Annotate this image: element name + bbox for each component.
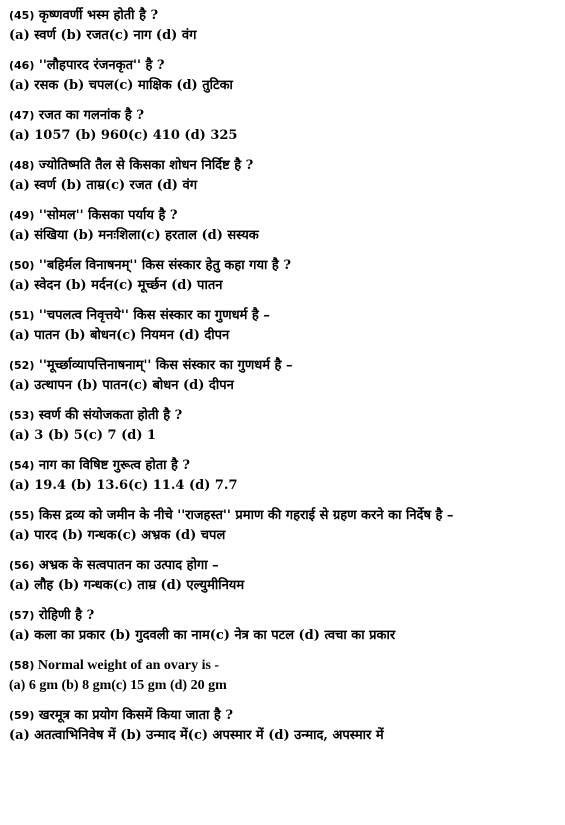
question-text bbox=[9, 656, 565, 676]
question-text bbox=[9, 6, 565, 26]
question-number: (52) bbox=[9, 359, 35, 372]
question-prompt: ''लौहपारद रंजनकृत'' है ? bbox=[38, 58, 165, 73]
question-number: (48) bbox=[9, 159, 35, 172]
question-prompt: ''चपलत्व निवृत्तये'' किस संस्कार का गुणधर्म है – bbox=[38, 308, 270, 323]
question-prompt: Normal weight of an ovary is - bbox=[37, 658, 220, 673]
question-prompt: अभ्रक के सत्वपातन का उत्पाद होगा – bbox=[38, 558, 219, 573]
question-number: (46) bbox=[9, 59, 35, 72]
answer-options: (a) 6 gm (b) 8 gm(c) 15 gm (d) 20 gm bbox=[9, 678, 227, 693]
question-number: (47) bbox=[9, 109, 35, 122]
answer-options: (a) लौह (b) गन्धक(c) ताम्र (d) एल्युमीनियम bbox=[9, 578, 245, 593]
question-54 bbox=[9, 456, 565, 496]
answer-options: (a) स्वर्ण (b) ताम्र(c) रजत (d) वंग bbox=[9, 178, 198, 193]
question-prompt: ''बहिर्मल विनाषनम्'' किस संस्कार हेतु कहा गया है ? bbox=[38, 258, 291, 273]
answer-options: (a) उत्थापन (b) पातन(c) बोधन (d) दीपन bbox=[9, 378, 234, 393]
question-prompt: रोहिणी है ? bbox=[38, 608, 95, 623]
question-text bbox=[9, 306, 565, 326]
question-text bbox=[9, 356, 565, 376]
question-52 bbox=[9, 356, 565, 396]
question-text bbox=[9, 456, 565, 476]
question-text bbox=[9, 706, 565, 726]
answer-options: (a) स्वेदन (b) मर्दन(c) मूर्च्छन (d) पातन bbox=[9, 278, 223, 293]
question-text bbox=[9, 256, 565, 276]
question-number: (54) bbox=[9, 459, 35, 472]
question-number: (55) bbox=[9, 509, 35, 522]
question-prompt: किस द्रव्य को जमीन के नीचे ''राजहस्त'' प्रमाण की गहराई से ग्रहण करने का निर्देष है – bbox=[38, 508, 454, 523]
answer-options: (a) अतत्वाभिनिवेष में (b) उन्माद में(c) अपस्मार में (d) उन्माद, अपस्मार में bbox=[9, 728, 384, 743]
question-number: (56) bbox=[9, 559, 35, 572]
question-51 bbox=[9, 306, 565, 346]
question-number: (51) bbox=[9, 309, 35, 322]
question-58 bbox=[9, 656, 565, 696]
answer-options: (a) 3 (b) 5(c) 7 (d) 1 bbox=[9, 428, 157, 443]
question-prompt: ''मूर्च्छाव्यापत्तिनाषनाम्'' किस संस्कार का गुणधर्म है – bbox=[38, 358, 293, 373]
question-56 bbox=[9, 556, 565, 596]
question-49 bbox=[9, 206, 565, 246]
question-prompt: ''सोमल'' किसका पर्याय है ? bbox=[38, 208, 178, 223]
question-text bbox=[9, 606, 565, 626]
question-text bbox=[9, 556, 565, 576]
question-50 bbox=[9, 256, 565, 296]
question-number: (50) bbox=[9, 259, 35, 272]
question-prompt: रजत का गलनांक है ? bbox=[38, 108, 144, 123]
question-prompt: कृष्णवर्णी भस्म होती है ? bbox=[38, 8, 159, 23]
answer-options: (a) पारद (b) गन्धक(c) अभ्रक (d) चपल bbox=[9, 528, 226, 543]
question-text bbox=[9, 406, 565, 426]
question-number: (53) bbox=[9, 409, 35, 422]
question-48 bbox=[9, 156, 565, 196]
question-prompt: स्वर्ण की संयोजकता होती है ? bbox=[38, 408, 183, 423]
question-text bbox=[9, 56, 565, 76]
question-46 bbox=[9, 56, 565, 96]
question-45 bbox=[9, 6, 565, 46]
answer-options: (a) रसक (b) चपल(c) माक्षिक (d) तुटिका bbox=[9, 78, 233, 93]
answer-options: (a) संखिया (b) मनःशिला(c) हरताल (d) सस्यक bbox=[9, 228, 259, 243]
answer-options: (a) स्वर्ण (b) रजत(c) नाग (d) वंग bbox=[9, 28, 197, 43]
answer-options: (a) कला का प्रकार (b) गुदवली का नाम(c) नेत्र का पटल (d) त्वचा का प्रकार bbox=[9, 628, 396, 643]
question-53 bbox=[9, 406, 565, 446]
question-text bbox=[9, 156, 565, 176]
answer-options: (a) 19.4 (b) 13.6(c) 11.4 (d) 7.7 bbox=[9, 478, 238, 493]
answer-options: (a) 1057 (b) 960(c) 410 (d) 325 bbox=[9, 128, 238, 143]
question-47 bbox=[9, 106, 565, 146]
answer-options: (a) पातन (b) बोधन(c) नियमन (d) दीपन bbox=[9, 328, 230, 343]
question-prompt: खरमूत्र का प्रयोग किसमें किया जाता है ? bbox=[38, 708, 233, 723]
question-59 bbox=[9, 706, 565, 746]
question-text bbox=[9, 106, 565, 126]
question-number: (45) bbox=[9, 9, 35, 22]
question-text bbox=[9, 506, 565, 526]
question-57 bbox=[9, 606, 565, 646]
question-55 bbox=[9, 506, 565, 546]
question-number: (58) bbox=[9, 659, 35, 672]
question-number: (59) bbox=[9, 709, 35, 722]
question-number: (57) bbox=[9, 609, 35, 622]
question-prompt: नाग का विषिष्ट गुरूत्व होता है ? bbox=[38, 458, 191, 473]
question-prompt: ज्योतिष्मति तैल से किसका शोधन निर्दिष्ट है ? bbox=[38, 158, 254, 173]
question-number: (49) bbox=[9, 209, 35, 222]
question-text bbox=[9, 206, 565, 226]
